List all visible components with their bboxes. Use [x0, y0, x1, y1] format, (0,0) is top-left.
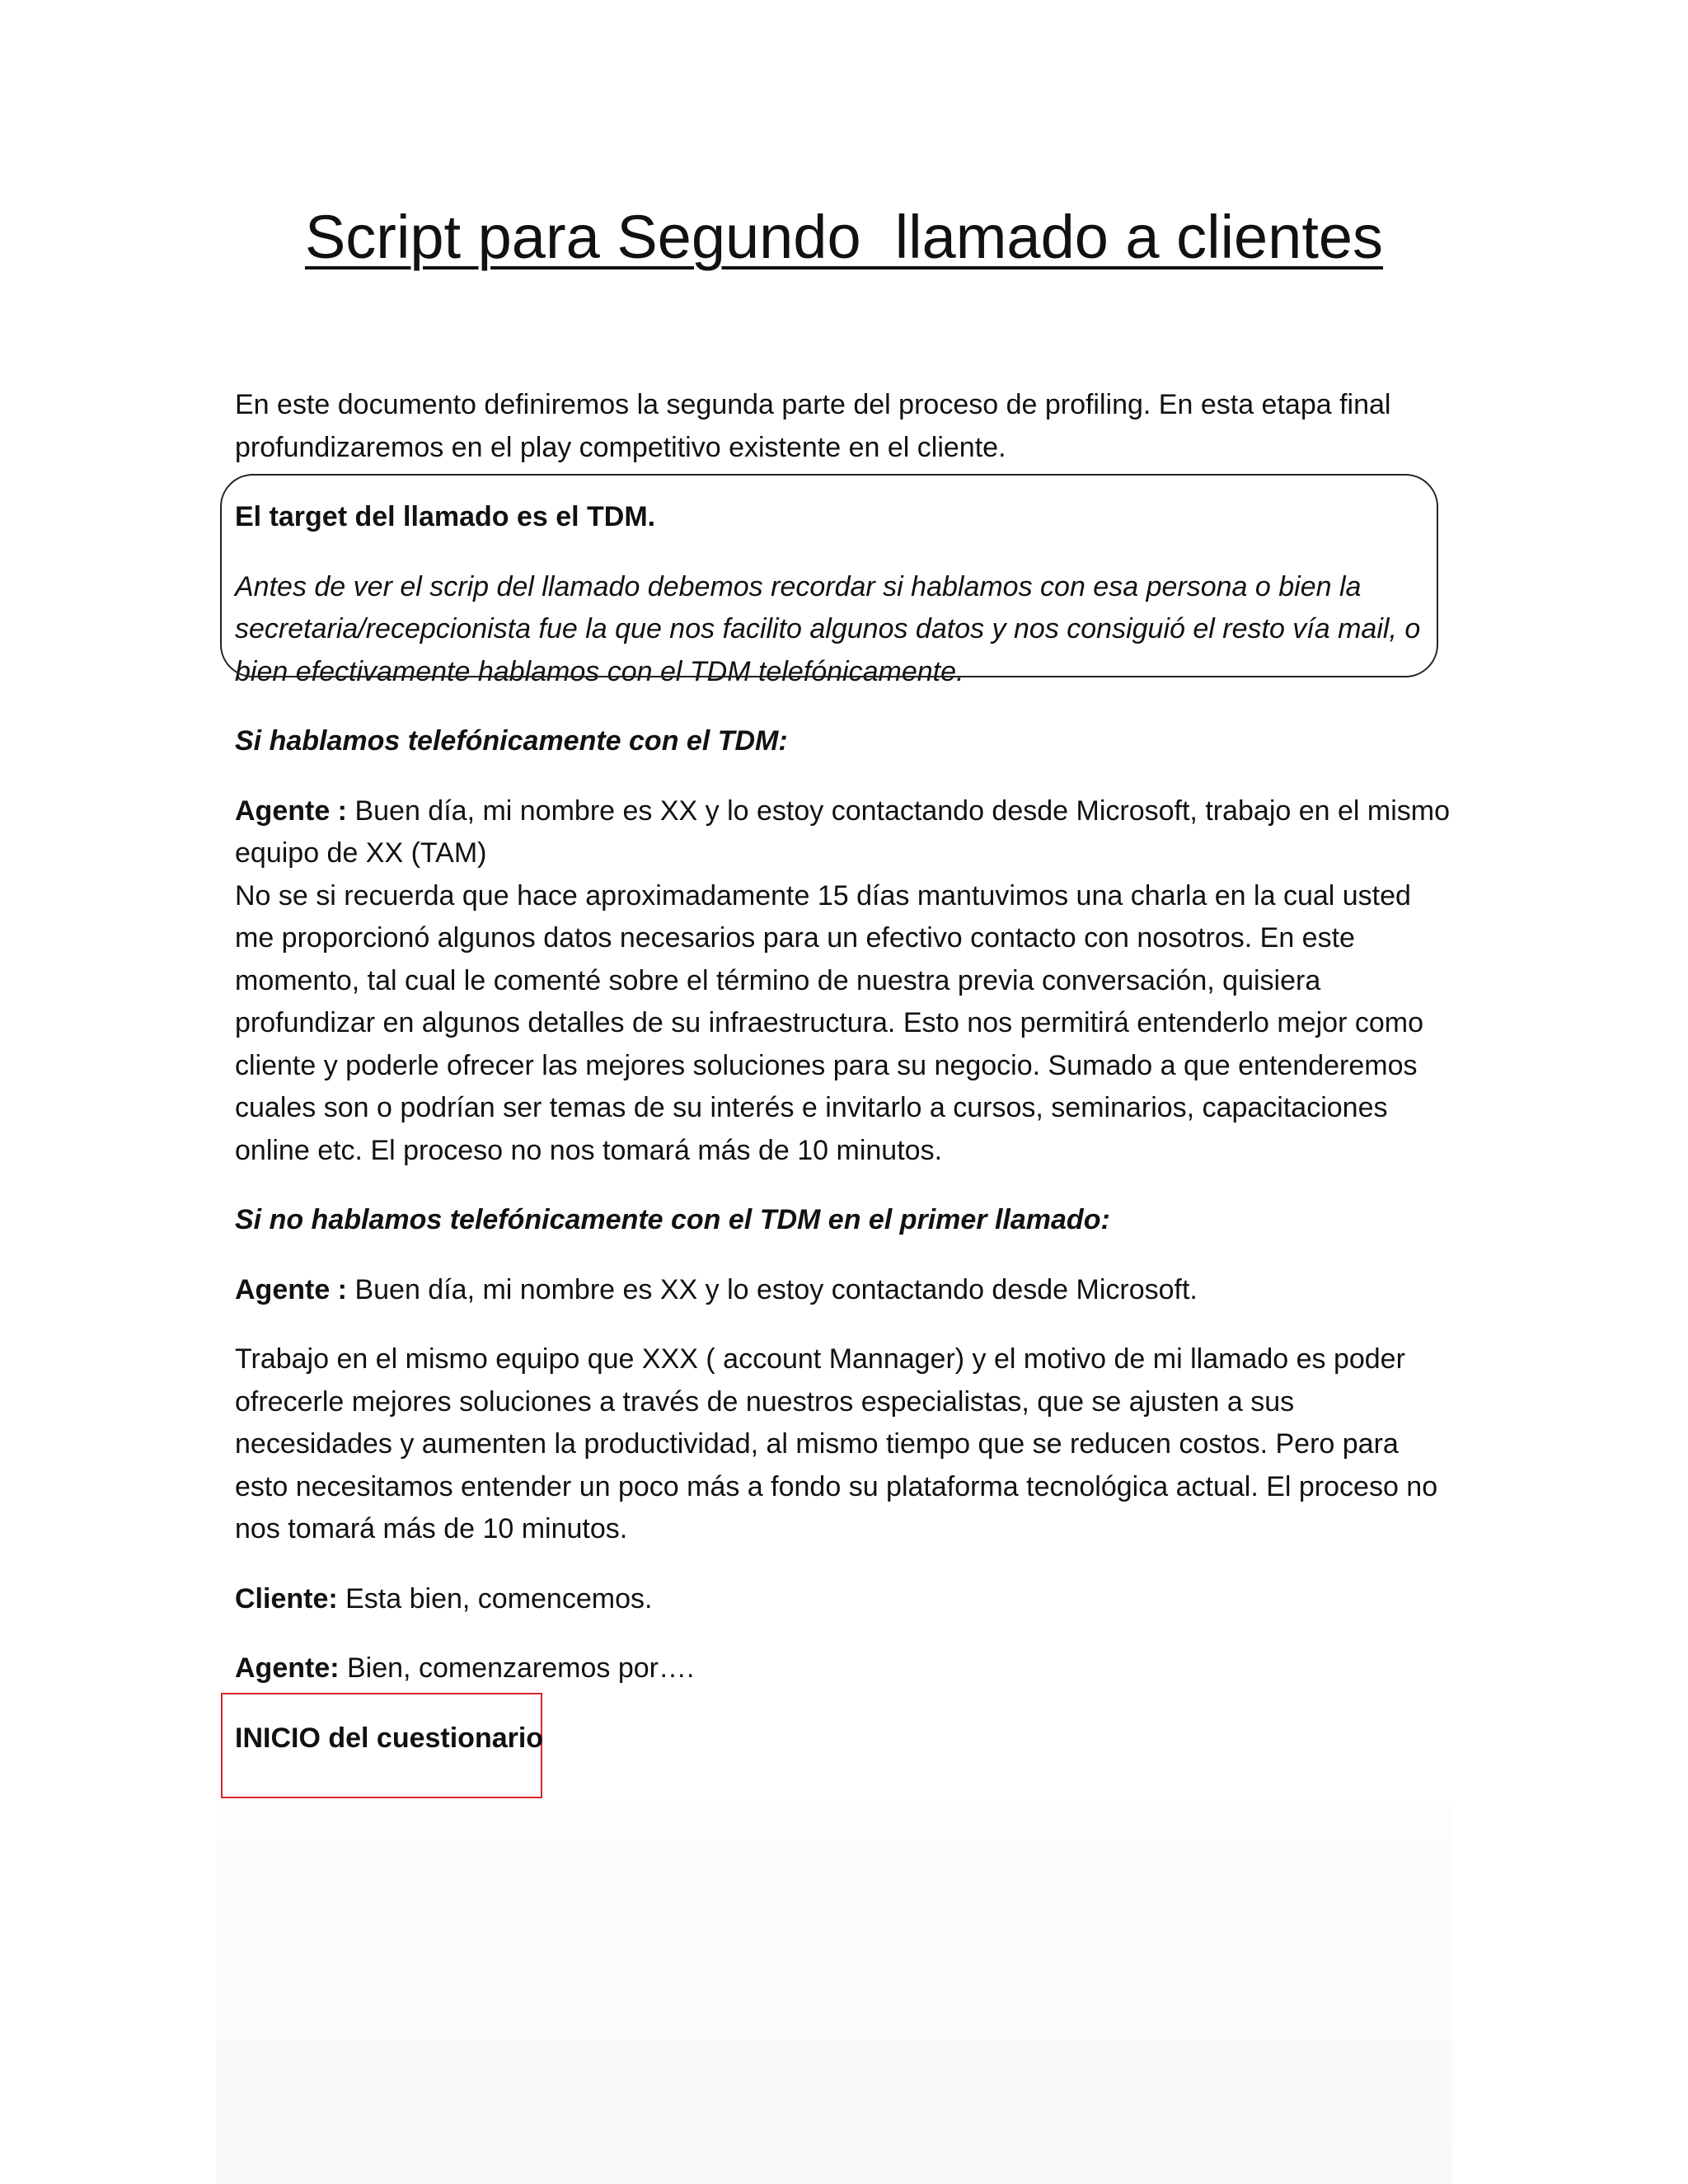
case-not-spoke-agent-line [235, 1269, 1455, 1312]
agent-close-line [235, 1647, 1455, 1690]
page-shade [216, 1805, 1452, 2184]
questionnaire-start-label: INICIO del cuestionario [235, 1722, 544, 1754]
agent-close-text: Bien, comenzaremos por…. [339, 1652, 695, 1684]
target-callout [235, 496, 1455, 693]
client-line [235, 1578, 1455, 1621]
agent-greeting: Buen día, mi nombre es XX y lo estoy contactando desde Microsoft, trabajo en el mismo equipo de XX (TAM) [235, 794, 1451, 869]
document-title: Script para Segundo llamado a clientes [304, 203, 1384, 271]
client-text: Esta bien, comencemos. [337, 1582, 653, 1615]
agent-label: Agente : [235, 794, 347, 827]
case-not-spoke-agent-body: Trabajo en el mismo equipo que XXX ( account Mannager) y el motivo de mi llamado es poder ofrecerle mejores soluciones a través de nuestros especialistas, que se ajusten a sus necesidades y aumenten la productividad, al mismo tiempo que se reducen costos. Pero para esto necesitamos entender un poco más a fondo su plataforma tecnológica actual. El proceso no nos tomará más de 10 minutos. [235, 1343, 1438, 1544]
intro-paragraph: En este documento definiremos la segunda parte del proceso de profiling. En esta etapa final profundizaremos en el play competitivo existente en el cliente. [235, 389, 1391, 463]
document-body [235, 384, 1455, 1760]
callout-frame [220, 474, 1438, 677]
agent-label: Agente : [235, 1273, 347, 1305]
questionnaire-start-box [235, 1718, 543, 1760]
case-not-spoke-heading: Si no hablamos telefónicamente con el TDM en el primer llamado: [235, 1204, 1110, 1235]
case-spoke-agent-line [235, 790, 1455, 875]
callout-note: Antes de ver el scrip del llamado debemos recordar si hablamos con esa persona o bien la secretaria/recepcionista fue la que nos facilito algunos datos y nos consiguió el resto vía mail, o bien efectivamente hablamos con el TDM telefónicamente. [235, 570, 1421, 687]
callout-heading: El target del llamado es el TDM. [235, 501, 656, 532]
agent-greeting: Buen día, mi nombre es XX y lo estoy contactando desde Microsoft. [347, 1273, 1198, 1305]
agent-close-label: Agente: [235, 1652, 340, 1684]
case-spoke-heading: Si hablamos telefónicamente con el TDM: [235, 725, 788, 757]
client-label: Cliente: [235, 1582, 338, 1615]
case-spoke-agent-body: No se si recuerda que hace aproximadamente 15 días mantuvimos una charla en la cual usted me proporcionó algunos datos necesarios para un efectivo contacto con nosotros. En este momento, tal cual le comenté sobre el término de nuestra previa conversación, quisiera profundizar en algunos detalles de su infraestructura. Esto nos permitirá entenderlo mejor como cliente y poderle ofrecer las mejores soluciones para su negocio. Sumado a que entenderemos cuales son o podrían ser temas de su interés e invitarlo a cursos, seminarios, capacitaciones online etc. El proceso no nos tomará más de 10 minutos. [235, 879, 1423, 1166]
